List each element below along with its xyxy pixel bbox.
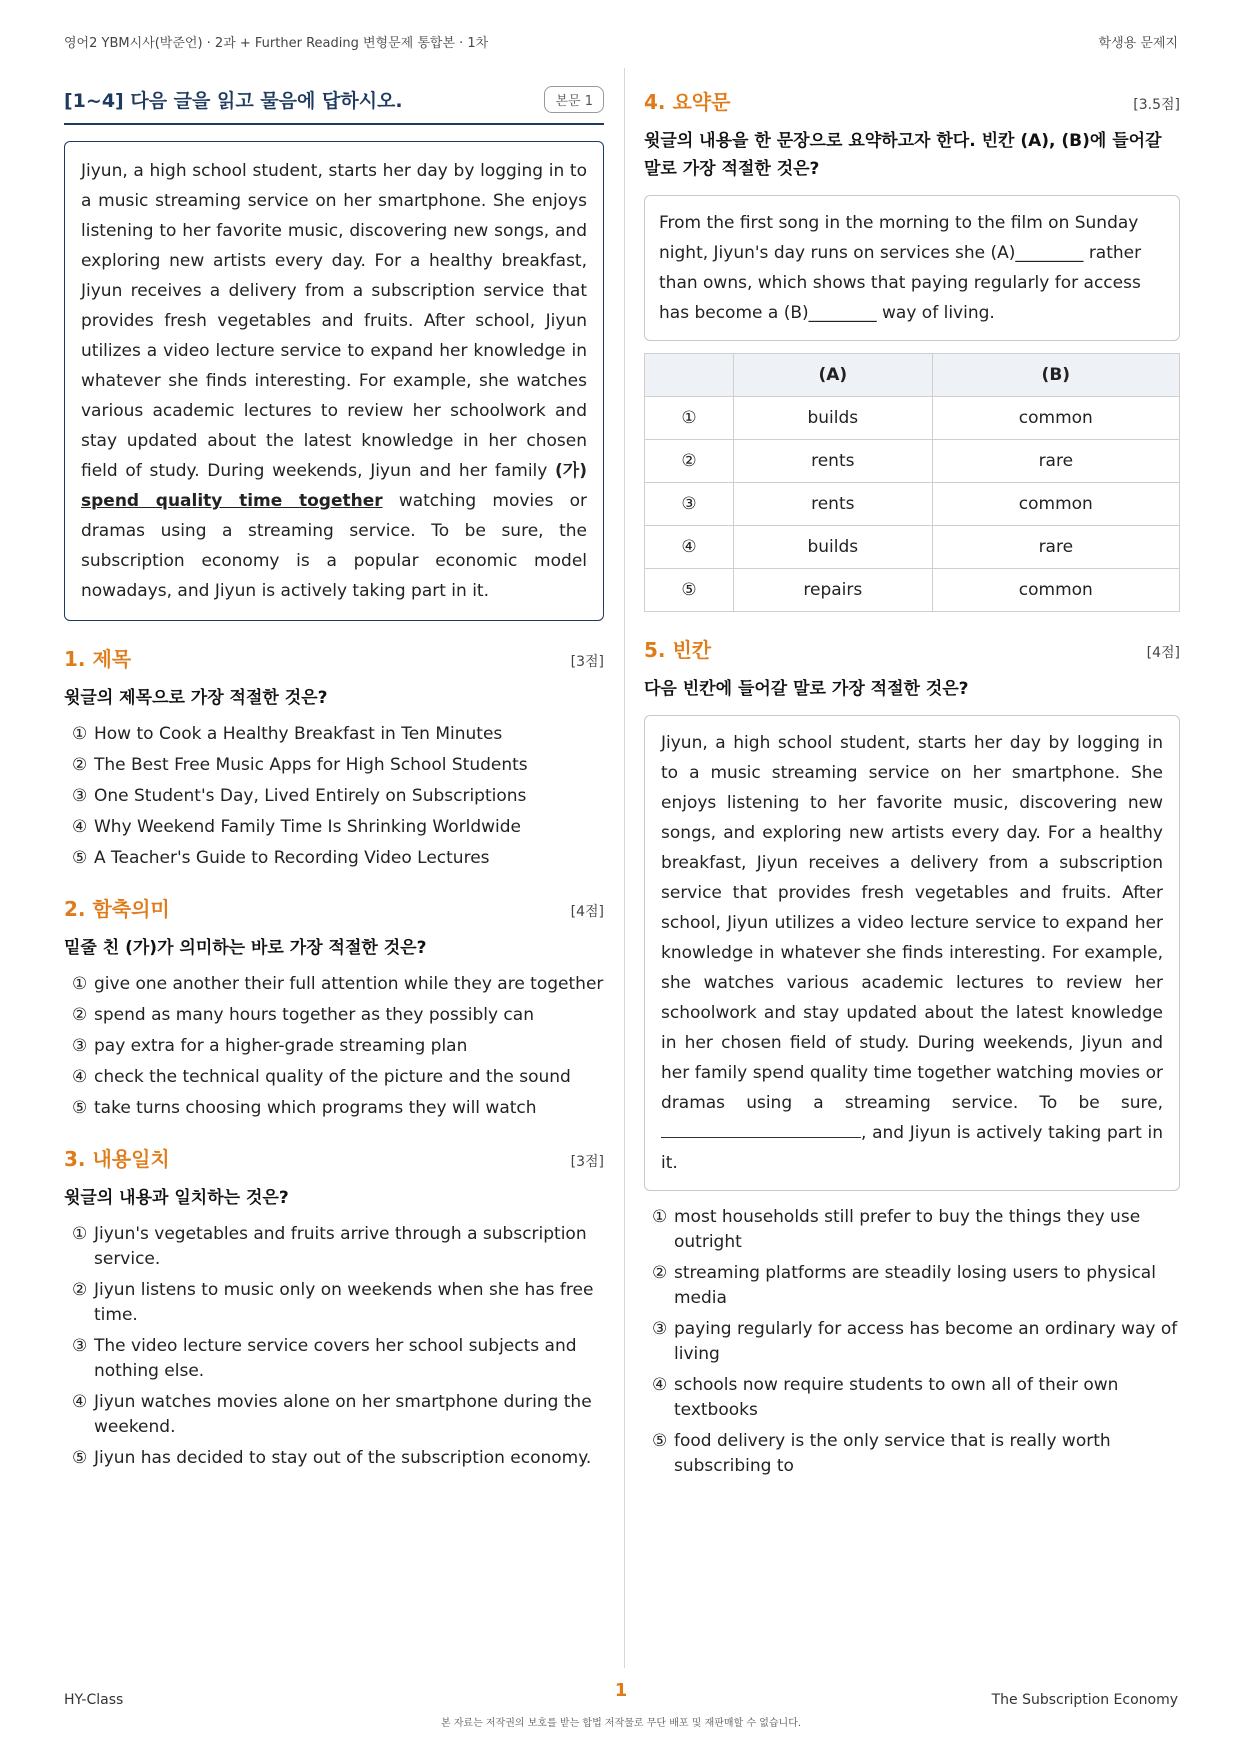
- option-number: ③: [72, 1036, 88, 1056]
- row-number: ①: [645, 397, 734, 440]
- header-blank: [645, 354, 734, 397]
- summary-box: From the first song in the morning to the film on Sunday night, Jiyun's day runs on services she (A)________ rather than owns, which shows that paying regularly for access has become a (B)________ way of living.: [644, 195, 1180, 341]
- q5-option[interactable]: [644, 1317, 1180, 1367]
- q1-option[interactable]: [64, 722, 604, 747]
- row-number: ⑤: [645, 569, 734, 612]
- left-column: [64, 86, 604, 1477]
- answer-table-header: [645, 354, 1180, 397]
- q5-option[interactable]: [644, 1205, 1180, 1255]
- footer-right: The Subscription Economy: [991, 1692, 1178, 1708]
- option-text: The Best Free Music Apps for High School Students: [94, 755, 528, 775]
- option-number: ④: [72, 817, 88, 837]
- option-number: ⑤: [652, 1431, 668, 1451]
- q1-option[interactable]: [64, 784, 604, 809]
- section-rule: [64, 123, 604, 125]
- q4-stem: 윗글의 내용을 한 문장으로 요약하고자 한다. 빈칸 (A), (B)에 들어갈 말로 가장 적절한 것은?: [644, 131, 1162, 179]
- passage-part1: Jiyun, a high school student, starts her day by logging in to a music streaming service on her smartphone. She enjoys listening to her favorite music, discovering new songs, and exploring new artists every day. For a healthy breakfast, Jiyun receives a delivery from a subscription service that provides fresh vegetables and fruits. After school, Jiyun utilizes a video lecture service to expand her knowledge in whatever she finds interesting. For example, she watches various academic lectures to review her schoolwork and stay updated about the latest knowledge in her chosen field of study. During weekends, Jiyun and her family: [81, 161, 587, 481]
- q4-head: [644, 86, 1180, 115]
- q2-options: [64, 972, 604, 1121]
- passage-box: [64, 141, 604, 621]
- row-a: builds: [734, 526, 933, 569]
- q2-option[interactable]: [64, 1034, 604, 1059]
- row-number: ③: [645, 483, 734, 526]
- row-b: common: [932, 569, 1179, 612]
- q2-points: [4점]: [570, 904, 604, 920]
- option-text: give one another their full attention while they are together: [94, 974, 604, 994]
- option-text: schools now require students to own all of their own textbooks: [674, 1375, 1119, 1420]
- q1-points: [3점]: [570, 654, 604, 670]
- q5-option[interactable]: [644, 1429, 1180, 1479]
- copyright-notice: 본 자료는 저작권의 보호를 받는 합법 저작물로 무단 배포 및 재판매할 수 없습니다.: [440, 1718, 802, 1729]
- blank-passage-box: [644, 715, 1180, 1191]
- option-number: ①: [72, 724, 88, 744]
- option-number: ③: [72, 1336, 88, 1356]
- option-text: most households still prefer to buy the things they use outright: [674, 1207, 1141, 1252]
- q1-option[interactable]: [64, 753, 604, 778]
- option-text: pay extra for a higher-grade streaming plan: [94, 1036, 468, 1056]
- q3-option[interactable]: [64, 1334, 604, 1384]
- option-number: ②: [652, 1263, 668, 1283]
- table-row[interactable]: [645, 569, 1180, 612]
- q4-points: [3.5점]: [1133, 97, 1180, 113]
- q5-option[interactable]: [644, 1373, 1180, 1423]
- option-number: ②: [72, 755, 88, 775]
- option-text: paying regularly for access has become an ordinary way of living: [674, 1319, 1178, 1364]
- q5-stem: 다음 빈칸에 들어갈 말로 가장 적절한 것은?: [644, 679, 969, 699]
- table-row[interactable]: [645, 440, 1180, 483]
- blank-passage-before: Jiyun, a high school student, starts her day by logging in to a music streaming service on her smartphone. She enjoys listening to her favorite music, discovering new songs, and exploring new artists every day. For a healthy breakfast, Jiyun receives a delivery from a subscription service that provides fresh vegetables and fruits. After school, Jiyun utilizes a video lecture service to expand her knowledge in whatever she finds interesting. For example, she watches various academic lectures to review her schoolwork and stay updated about the latest knowledge in her chosen field of study. During weekends, Jiyun and her family spend quality time together watching movies or dramas using a streaming service. To be sure,: [661, 733, 1163, 1113]
- option-text: check the technical quality of the picture and the sound: [94, 1067, 571, 1087]
- footer-left: HY-Class: [64, 1692, 124, 1708]
- option-number: ④: [72, 1067, 88, 1087]
- q5-head: [644, 634, 1180, 663]
- q3-options: [64, 1222, 604, 1471]
- answer-table: [644, 353, 1180, 612]
- q2-head: [64, 893, 604, 922]
- q1-title: 1. 제목: [64, 647, 132, 671]
- q1-option[interactable]: [64, 846, 604, 871]
- q1-options: [64, 722, 604, 871]
- option-text: Why Weekend Family Time Is Shrinking Worldwide: [94, 817, 522, 837]
- row-number: ④: [645, 526, 734, 569]
- option-number: ⑤: [72, 848, 88, 868]
- option-text: Jiyun watches movies alone on her smartphone during the weekend.: [94, 1392, 592, 1437]
- header-b: (B): [932, 354, 1179, 397]
- option-text: The video lecture service covers her school subjects and nothing else.: [94, 1336, 577, 1381]
- q2-option[interactable]: [64, 1096, 604, 1121]
- option-text: food delivery is the only service that is really worth subscribing to: [674, 1431, 1111, 1476]
- q3-option[interactable]: [64, 1390, 604, 1440]
- q2-stem: 밑줄 친 (가)가 의미하는 바로 가장 적절한 것은?: [64, 938, 427, 958]
- option-number: ⑤: [72, 1448, 88, 1468]
- option-number: ②: [72, 1280, 88, 1300]
- q2-option[interactable]: [64, 972, 604, 997]
- option-number: ①: [72, 974, 88, 994]
- row-a: rents: [734, 483, 933, 526]
- row-a: repairs: [734, 569, 933, 612]
- section-title: [1~4] 다음 글을 읽고 물음에 답하시오.: [64, 90, 403, 112]
- row-b: common: [932, 397, 1179, 440]
- option-number: ②: [72, 1005, 88, 1025]
- q5-points: [4점]: [1146, 645, 1180, 661]
- row-a: rents: [734, 440, 933, 483]
- option-number: ①: [652, 1207, 668, 1227]
- option-text: take turns choosing which programs they will watch: [94, 1098, 537, 1118]
- row-number: ②: [645, 440, 734, 483]
- section-head: [64, 86, 604, 113]
- option-text: Jiyun has decided to stay out of the subscription economy.: [94, 1448, 592, 1468]
- page-number: 1: [614, 1680, 628, 1701]
- answer-blank: [661, 1119, 861, 1138]
- option-text: How to Cook a Healthy Breakfast in Ten Minutes: [94, 724, 503, 744]
- header-right: 학생용 문제지: [1098, 36, 1178, 51]
- passage-part2: watching movies or dramas using a streaming service. To be sure, the subscription economy is a popular economic model nowadays, and Jiyun is actively taking part in it.: [81, 491, 588, 601]
- q2-option[interactable]: [64, 1003, 604, 1028]
- q3-points: [3점]: [570, 1154, 604, 1170]
- q3-head: [64, 1143, 604, 1172]
- row-b: rare: [932, 440, 1179, 483]
- option-number: ⑤: [72, 1098, 88, 1118]
- q1-option[interactable]: [64, 815, 604, 840]
- q3-option[interactable]: [64, 1278, 604, 1328]
- option-number: ④: [72, 1392, 88, 1412]
- table-row[interactable]: [645, 483, 1180, 526]
- q3-option[interactable]: [64, 1222, 604, 1272]
- q1-stem: 윗글의 제목으로 가장 적절한 것은?: [64, 688, 328, 708]
- option-text: Jiyun listens to music only on weekends when she has free time.: [94, 1280, 594, 1325]
- q3-title: 3. 내용일치: [64, 1147, 170, 1171]
- passage-marker: (가): [555, 461, 587, 481]
- option-text: A Teacher's Guide to Recording Video Lectures: [94, 848, 490, 868]
- q5-title: 5. 빈칸: [644, 638, 712, 662]
- table-row[interactable]: [645, 397, 1180, 440]
- q4-title: 4. 요약문: [644, 90, 731, 114]
- header-a: (A): [734, 354, 933, 397]
- blank-passage-after: , and Jiyun is actively taking part in it.: [661, 1123, 1163, 1173]
- row-a: builds: [734, 397, 933, 440]
- option-number: ③: [652, 1319, 668, 1339]
- header-left: 영어2 YBM시사(박준언) · 2과 + Further Reading 변형문제 통합본 · 1차: [64, 36, 489, 51]
- q3-option[interactable]: [64, 1446, 604, 1471]
- option-text: spend as many hours together as they possibly can: [94, 1005, 534, 1025]
- table-row[interactable]: [645, 526, 1180, 569]
- right-column: [644, 86, 1180, 1485]
- passage-badge: 본문 1: [544, 86, 604, 113]
- passage-underlined: spend quality time together: [81, 491, 383, 511]
- q2-option[interactable]: [64, 1065, 604, 1090]
- q3-stem: 윗글의 내용과 일치하는 것은?: [64, 1188, 289, 1208]
- option-text: One Student's Day, Lived Entirely on Subscriptions: [94, 786, 527, 806]
- q5-options: [644, 1205, 1180, 1479]
- row-b: rare: [932, 526, 1179, 569]
- option-number: ③: [72, 786, 88, 806]
- q2-title: 2. 함축의미: [64, 897, 170, 921]
- row-b: common: [932, 483, 1179, 526]
- option-number: ①: [72, 1224, 88, 1244]
- q5-option[interactable]: [644, 1261, 1180, 1311]
- option-text: streaming platforms are steadily losing users to physical media: [674, 1263, 1156, 1308]
- option-number: ④: [652, 1375, 668, 1395]
- option-text: Jiyun's vegetables and fruits arrive through a subscription service.: [94, 1224, 587, 1269]
- column-divider: [624, 68, 625, 1668]
- q1-head: [64, 643, 604, 672]
